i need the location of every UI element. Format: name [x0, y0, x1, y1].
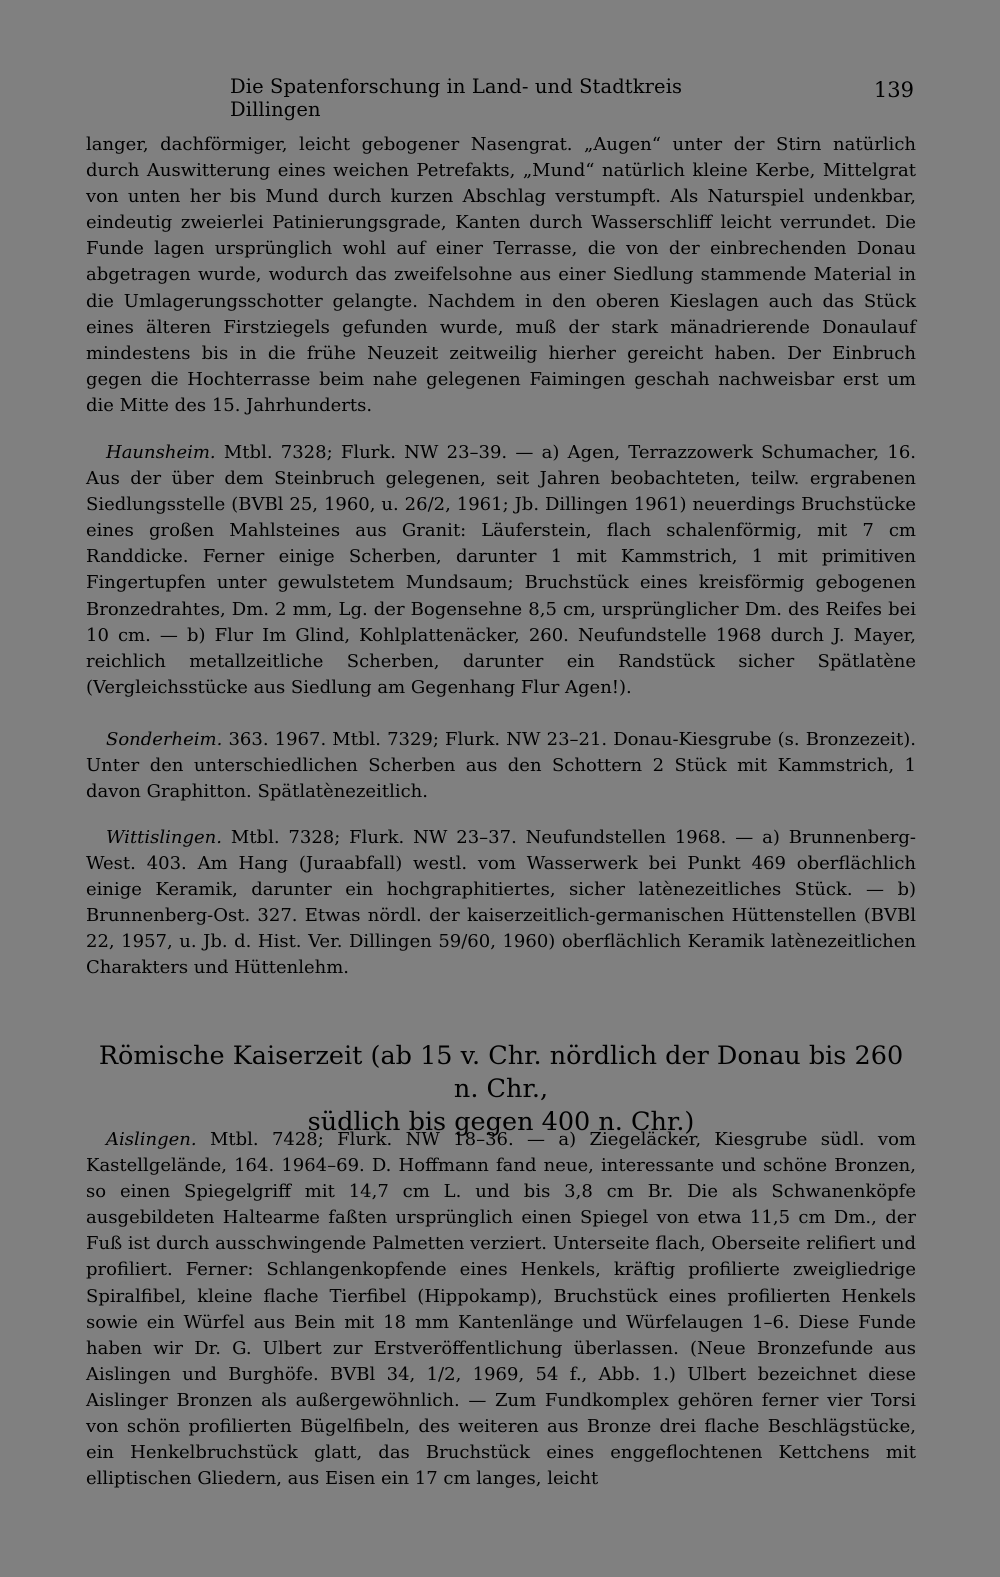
entry-text: 363. 1967. Mtbl. 7329; Flurk. NW 23–21. Donau-Kiesgrube (s. Bronzezeit). Unter den unterschiedlichen Scherben aus den Schottern 2 Stück mit Kammstrich, 1 davon Graphitton. Spätlatènezeitlich. — [86, 729, 916, 803]
entry-paragraph — [86, 440, 916, 701]
running-title: Die Spatenforschung in Land- und Stadtkreis Dillingen — [230, 75, 683, 121]
entry-aislingen — [86, 1127, 916, 1492]
section-heading — [86, 1040, 916, 1139]
intro-paragraph-block — [86, 132, 916, 419]
entry-paragraph — [86, 825, 916, 982]
section-heading-line-1: Römische Kaiserzeit (ab 15 v. Chr. nördlich der Donau bis 260 n. Chr., — [98, 1041, 904, 1104]
entry-haunsheim — [86, 440, 916, 701]
entry-text: Mtbl. 7428; Flurk. NW 18–36. — a) Ziegeläcker, Kiesgrube südl. vom Kastellgelände, 164. 1964–69. D. Hoffmann fand neue, interessante und schöne Bronzen, so einen Spiegelgriff mit 14,7 cm L. und bis 3,8 cm Br. Die als Schwanenköpfe ausgebildeten Haltearme faßten ursprünglich einen Spiegel von etwa 11,5 cm Dm., der Fuß ist durch ausschwingende Palmetten verziert. Unterseite flach, Oberseite relifiert und profiliert. Ferner: Schlangenkopfende eines Henkels, kräftig profilierte zweigliedrige Spiralfibel, kleine flache Tierfibel (Hippokamp), Bruchstück eines profilierten Henkels sowie ein Würfel aus Bein mit 18 mm Kantenlänge und Würfelaugen 1–6. Diese Funde haben wir Dr. G. Ulbert zur Erstveröffentlichung überlassen. (Neue Bronzefunde aus Aislingen und Burghöfe. BVBl 34, 1/2, 1969, 54 f., Abb. 1.) Ulbert bezeichnet diese Aislinger Bronzen als außergewöhnlich. — Zum Fundkomplex gehören ferner vier Torsi von schön profilierten Bügelfibeln, des weiteren aus Bronze drei flache Beschlägstücke, ein Henkelbruchstück glatt, das Bruchstück eines enggeflochtenen Kettchens mit elliptischen Gliedern, aus Eisen ein 17 cm langes, leicht — [86, 1129, 916, 1490]
place-name: Wittislingen. — [106, 827, 222, 848]
place-name: Aislingen. — [106, 1129, 197, 1150]
entry-text: Mtbl. 7328; Flurk. NW 23–39. — a) Agen, Terrazzowerk Schumacher, 16. Aus der über dem Steinbruch gelegenen, seit Jahren beobachteten, teilw. ergrabenen Siedlungsstelle (BVBl 25, 1960, u. 26/2, 1961; Jb. Dillingen 1961) neuerdings Bruchstücke eines großen Mahlsteines aus Granit: Läuferstein, flach schalenförmig, mit 7 cm Randdicke. Ferner einige Scherben, darunter 1 mit Kammstrich, 1 mit primitiven Fingertupfen unter gewulstetem Mundsaum; Bruchstück eines kreisförmig gebogenen Bronzedrahtes, Dm. 2 mm, Lg. der Bogensehne 8,5 cm, ursprünglicher Dm. des Reifes bei 10 cm. — b) Flur Im Glind, Kohlplattenäcker, 260. Neufundstelle 1968 durch J. Mayer, reichlich metallzeitliche Scherben, darunter ein Randstück sicher Spätlatène (Vergleichsstücke aus Siedlung am Gegenhang Flur Agen!). — [86, 442, 916, 698]
intro-paragraph: langer, dachförmiger, leicht gebogener Nasengrat. „Augen“ unter der Stirn natürlich durch Auswitterung eines weichen Petrefakts, „Mund“ natürlich kleine Kerbe, Mittelgrat von unten her bis Mund durch kurzen Abschlag verstumpft. Als Naturspiel undenkbar, eindeutig zweierlei Patinierungsgrade, Kanten durch Wasserschliff leicht verrundet. Die Funde lagen ursprünglich wohl auf einer Terrasse, die von der einbrechenden Donau abgetragen wurde, wodurch das zweifelsohne aus einer Siedlung stammende Material in die Umlagerungsschotter gelangte. Nachdem in den oberen Kieslagen auch das Stück eines älteren Firstziegels gefunden wurde, muß der stark mänadrierende Donaulauf mindestens bis in die frühe Neuzeit zeitweilig hierher gereicht haben. Der Einbruch gegen die Hochterrasse beim nahe gelegenen Faimingen geschah nachweisbar erst um die Mitte des 15. Jahrhunderts. — [86, 134, 916, 416]
page-number: 139 — [873, 78, 914, 102]
section-heading-line-2: südlich bis gegen 400 n. Chr.) — [307, 1107, 695, 1137]
entry-paragraph — [86, 727, 916, 805]
place-name: Haunsheim. — [106, 442, 216, 463]
place-name: Sonderheim. — [106, 729, 223, 750]
entry-wittislingen — [86, 825, 916, 982]
entry-sonderheim — [86, 727, 916, 805]
entry-text: Mtbl. 7328; Flurk. NW 23–37. Neufundstellen 1968. — a) Brunnenberg-West. 403. Am Hang (Juraabfall) westl. vom Wasserwerk bei Punkt 469 oberflächlich einige Keramik, darunter ein hochgraphitiertes, sicher latènezeitliches Stück. — b) Brunnenberg-Ost. 327. Etwas nördl. der kaiserzeitlich-germanischen Hüttenstellen (BVBl 22, 1957, u. Jb. d. Hist. Ver. Dillingen 59/60, 1960) oberflächlich Keramik latènezeitlichen Charakters und Hüttenlehm. — [86, 827, 916, 979]
entry-paragraph — [86, 1127, 916, 1492]
